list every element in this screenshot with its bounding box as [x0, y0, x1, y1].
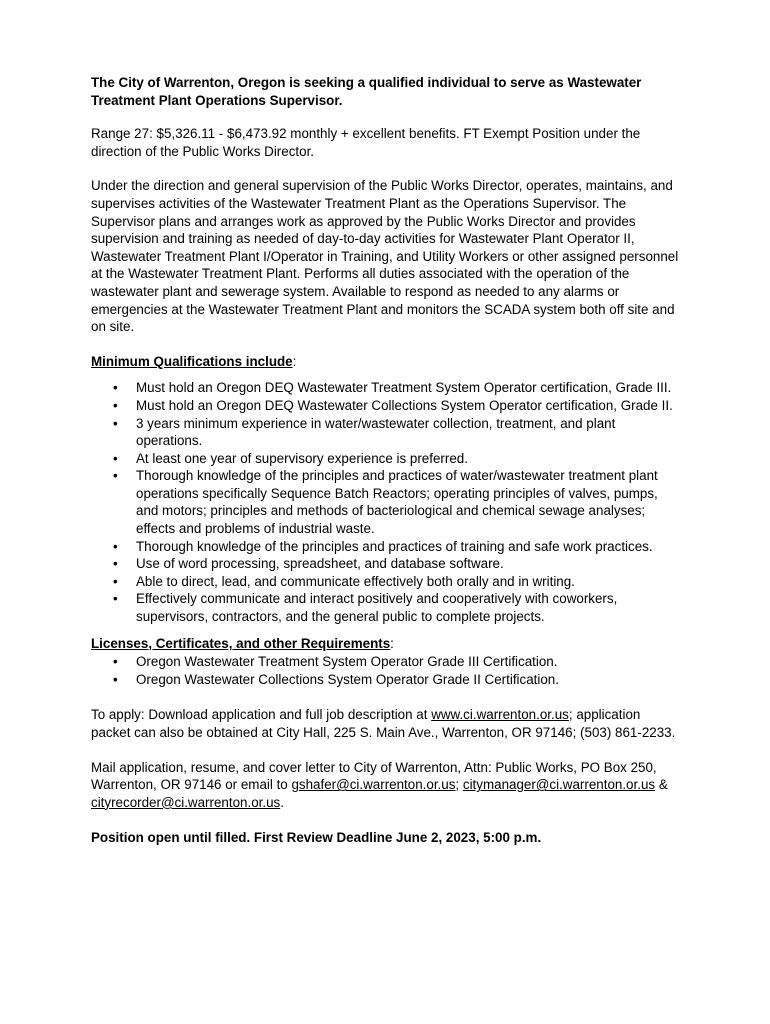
list-item: • At least one year of supervisory experience is preferred.: [91, 450, 683, 468]
min-quals-heading: [91, 353, 683, 371]
mail-sep-1: ;: [455, 777, 463, 793]
licenses-list: [91, 653, 683, 688]
list-item: • Thorough knowledge of the principles and practices of water/wastewater treatment plant operations specifically Sequence Batch Reactors; operating principles of valves, pumps, and motors; principles and methods of bacteriological and chemical sewage analyses; effects and problems of industrial waste.: [91, 467, 683, 537]
list-item: • 3 years minimum experience in water/wastewater collection, treatment, and plant operations.: [91, 415, 683, 450]
list-item: • Able to direct, lead, and communicate effectively both orally and in writing.: [91, 573, 683, 591]
min-quals-list: [91, 379, 683, 625]
email-link-citymanager[interactable]: citymanager@ci.warrenton.or.us: [462, 777, 656, 793]
mail-end: .: [280, 794, 284, 810]
salary-range: Range 27: $5,326.11 - $6,473.92 monthly + excellent benefits. FT Exempt Position under the direction of the Public Works Director.: [91, 126, 641, 159]
licenses-heading: [91, 635, 683, 653]
mail-instructions: [91, 759, 683, 812]
list-item: • Thorough knowledge of the principles and practices of training and safe work practices.: [91, 538, 683, 556]
job-description: Under the direction and general supervision of the Public Works Director, operates, maintains, and supervises activities of the Wastewater Treatment Plant as the Operations Supervisor. The Supervisor plans and arranges work as approved by the Public Works Director and provides supervision and training as needed of day-to-day activities for Wastewater Plant Operator II, Wastewater Treatment Plant I/Operator in Training, and Utility Workers or other assigned personnel at the Wastewater Treatment Plant. Performs all duties associated with the operation of the wastewater plant and sewerage system. Available to respond as needed to any alarms or emergencies at the Wastewater Treatment Plant and monitors the SCADA system both off site and on site.: [91, 178, 679, 335]
licenses-heading-colon: :: [390, 635, 394, 651]
apply-instructions: [91, 706, 683, 741]
website-link[interactable]: www.ci.warrenton.or.us: [431, 707, 569, 723]
email-link-cityrecorder[interactable]: cityrecorder@ci.warrenton.or.us: [91, 794, 281, 810]
mail-prefix: Mail application, resume, and cover letter to City of Warrenton, Attn: Public Works, PO Box 250, Warrenton, OR 97146 or email to: [91, 759, 657, 793]
list-item: • Oregon Wastewater Collections System Operator Grade II Certification.: [91, 671, 683, 689]
deadline-notice: Position open until filled. First Review Deadline June 2, 2023, 5:00 p.m.: [91, 830, 542, 846]
list-item: • Must hold an Oregon DEQ Wastewater Treatment System Operator certification, Grade III.: [91, 379, 683, 397]
email-link-gshafer[interactable]: gshafer@ci.warrenton.or.us: [291, 777, 456, 793]
licenses-heading-text: Licenses, Certificates, and other Requirements: [91, 635, 391, 651]
list-item: • Effectively communicate and interact positively and cooperatively with coworkers, supervisors, contractors, and the general public to complete projects.: [91, 590, 683, 625]
list-item: • Oregon Wastewater Treatment System Operator Grade III Certification.: [91, 653, 683, 671]
mail-sep-2: &: [655, 777, 668, 793]
min-quals-heading-text: Minimum Qualifications include: [91, 353, 293, 369]
list-item: • Must hold an Oregon DEQ Wastewater Collections System Operator certification, Grade II.: [91, 397, 683, 415]
list-item: • Use of word processing, spreadsheet, and database software.: [91, 555, 683, 573]
apply-suffix: ; application packet can also be obtained at City Hall, 225 S. Main Ave., Warrenton, OR 97146; (503) 861-2233.: [91, 707, 676, 740]
min-quals-heading-colon: :: [292, 353, 297, 369]
job-posting-page: [91, 74, 683, 847]
apply-prefix: To apply: Download application and full job description at: [91, 707, 432, 723]
headline: The City of Warrenton, Oregon is seeking a qualified individual to serve as Wastewater Treatment Plant Operations Supervisor.: [91, 75, 642, 108]
